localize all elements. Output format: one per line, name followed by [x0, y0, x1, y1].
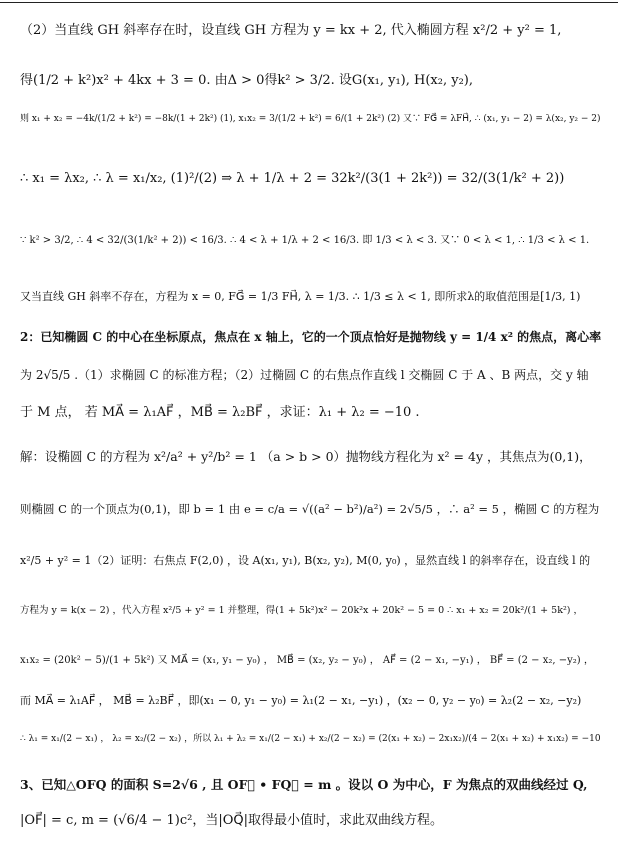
problem-2-solution-3: x²/5 + y² = 1（2）证明：右焦点 F(2,0) ，设 A(x₁, y₁), B(x₂, y₂), M(0, y₀) ，显然直线 l 的斜率存在，设直线 l 的 — [20, 554, 591, 567]
top-rule — [0, 2, 618, 3]
problem-2-solution-2: 则椭圆 C 的一个顶点为(0,1)，即 b = 1 由 e = c/a = √((a² − b²)/a²) = 2√5/5 ，∴ a² = 5 ，椭圆 C 的方程为 — [20, 502, 600, 516]
problem-2-solution-1: 解：设椭圆 C 的方程为 x²/a² + y²/b² = 1 （a > b > 0）抛物线方程化为 x² = 4y ，其焦点为(0,1)， — [20, 449, 592, 464]
solution-line-4: ∴ x₁ = λx₂, ∴ λ = x₁/x₂, (1)²/(2) ⇒ λ + 1/λ + 2 = 32k²/(3(1 + 2k²)) = 32/(3(1/k² + 2)) — [20, 171, 565, 186]
problem-2-solution-6: 而 MA⃗ = λ₁AF⃗ ， MB⃗ = λ₂BF⃗ ，即(x₁ − 0, y₁ − y₀) = λ₁(2 − x₁, −y₁) ，(x₂ − 0, y₂ − y₀) = λ₂(2 − x₂, −y₂) — [20, 694, 582, 707]
problem-2-statement: 2：已知椭圆 C 的中心在坐标原点，焦点在 x 轴上，它的一个顶点恰好是抛物线 y = 1/4 x² 的焦点，离心率 — [20, 330, 602, 344]
problem-2-solution-7: ∴ λ₁ = x₁/(2 − x₁) ， λ₂ = x₂/(2 − x₂) ，所以 λ₁ + λ₂ = x₁/(2 − x₁) + x₂/(2 − x₂) = (2(x₁ + x₂) − 2x₁x₂)/(4 − 2(x₁ + x₂) + x₁x₂) = −10 — [20, 734, 601, 744]
problem-2-solution-4: 方程为 y = k(x − 2) ，代入方程 x²/5 + y² = 1 并整理，得(1 + 5k²)x² − 20k²x + 20k² − 5 = 0 ∴ x₁ + x₂ = 20k²/(1 + 5k²) ， — [20, 605, 583, 616]
problem-3-line-2: |OF⃗| = c, m = (√6/4 − 1)c²，当|OQ⃗|取得最小值时，求此双曲线方程。 — [20, 813, 444, 828]
solution-line-6: 又当直线 GH 斜率不存在，方程为 x = 0, FG⃗ = 1/3 FH⃗, λ = 1/3. ∴ 1/3 ≤ λ < 1, 即所求λ的取值范围是[1/3, 1) — [20, 290, 581, 303]
solution-line-1: （2）当直线 GH 斜率存在时，设直线 GH 方程为 y = kx + 2, 代入椭圆方程 x²/2 + y² = 1, — [20, 23, 562, 38]
solution-line-5: ∵ k² > 3/2, ∴ 4 < 32/(3(1/k² + 2)) < 16/3. ∴ 4 < λ + 1/λ + 2 < 16/3. 即 1/3 < λ < 3. 又∵ 0 < λ < 1, ∴ 1/3 < λ < 1. — [20, 235, 590, 246]
problem-2-line-3: 于 M 点， 若 MA⃗ = λ₁AF⃗ ，MB⃗ = λ₂BF⃗ ，求证：λ₁ + λ₂ = −10 . — [20, 405, 420, 420]
solution-line-3: 则 x₁ + x₂ = −4k/(1/2 + k²) = −8k/(1 + 2k²) (1), x₁x₂ = 3/(1/2 + k²) = 6/(1 + 2k²) (2) 又∵ FG⃗ = λFH⃗, ∴ (x₁, y₁ − 2) = λ(x₂, y₂ − 2) — [20, 114, 601, 124]
problem-3-statement: 3、已知△OFQ 的面积 S=2√6 , 且 OF⃗ • FQ⃗ = m 。设以 O 为中心，F 为焦点的双曲线经过 Q, — [20, 777, 588, 792]
problem-2-solution-5: x₁x₂ = (20k² − 5)/(1 + 5k²) 又 MA⃗ = (x₁, y₁ − y₀) ， MB⃗ = (x₂, y₂ − y₀) ， AF⃗ = (2 − x₁, −y₁) ， BF⃗ = (2 − x₂, −y₂) ， — [20, 655, 594, 666]
problem-2-line-2: 为 2√5/5 .（1）求椭圆 C 的标准方程；（2）过椭圆 C 的右焦点作直线 l 交椭圆 C 于 A 、B 两点，交 y 轴 — [20, 368, 589, 382]
solution-line-2: 得(1/2 + k²)x² + 4kx + 3 = 0. 由Δ > 0得k² > 3/2. 设G(x₁, y₁), H(x₂, y₂), — [20, 73, 473, 88]
